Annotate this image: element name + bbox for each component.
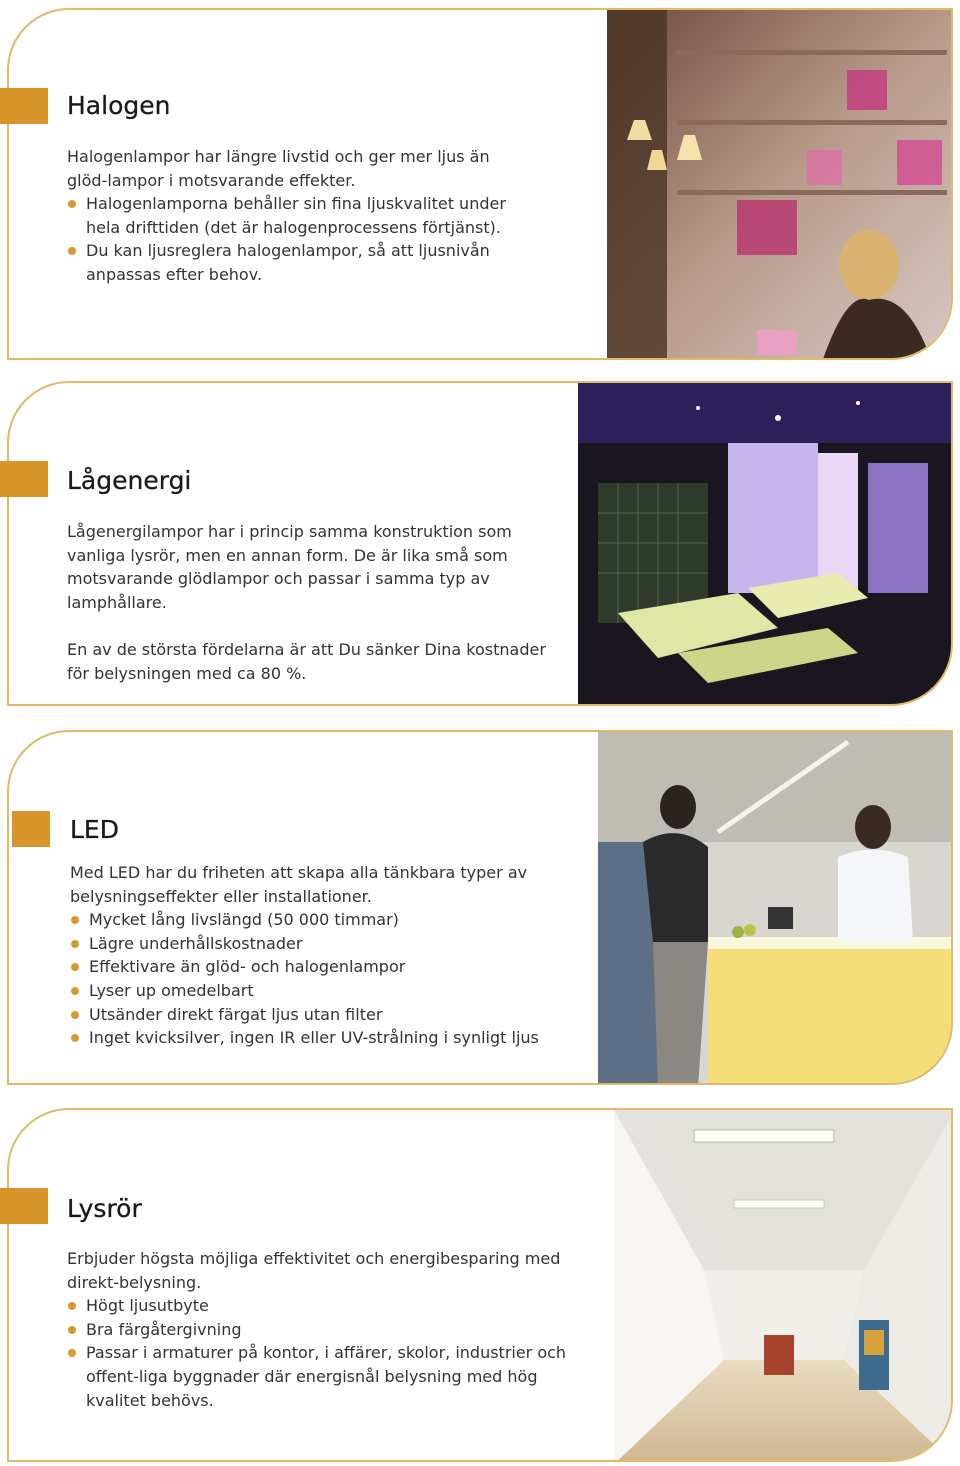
halogen-body <box>67 145 527 287</box>
halogen-intro: Halogenlampor har längre livstid och ger mer ljus än glöd-lampor i motsvarande effekter. <box>67 147 490 190</box>
lagenergi-body <box>67 520 557 686</box>
halogen-shop-photo <box>607 10 951 358</box>
lagenergi-title: Lågenergi <box>67 466 192 495</box>
lysror-bullet-list <box>67 1294 592 1412</box>
lagenergi-accent-marker <box>0 461 48 497</box>
led-title: LED <box>70 815 119 844</box>
paragraph-gap <box>67 614 557 638</box>
lysror-photo-illustration <box>614 1110 953 1462</box>
lysror-accent-marker <box>0 1188 48 1224</box>
list-item: Bra färgåtergivning <box>67 1318 592 1342</box>
halogen-photo-illustration <box>607 10 953 360</box>
list-item: Utsänder direkt färgat ljus utan filter <box>70 1003 570 1027</box>
lagenergi-paragraph-1: Lågenergilampor har i princip samma konstruktion som vanliga lysrör, men en annan form. De är lika små som motsvarande glödlampor och passar i samma typ av lamphållare. <box>67 522 512 612</box>
list-item: Inget kvicksilver, ingen IR eller UV-strålning i synligt ljus <box>70 1026 570 1050</box>
list-item: Halogenlamporna behåller sin fina ljuskvalitet under hela drifttiden (det är halogenprocessens förtjänst). <box>67 192 527 239</box>
led-photo-illustration <box>598 732 953 1085</box>
list-item: Passar i armaturer på kontor, i affärer, skolor, industrier och offent-liga byggnader där energisnål belysning med hög kvalitet behövs. <box>67 1341 592 1412</box>
lagenergi-lounge-photo <box>578 383 951 704</box>
lagenergi-photo-illustration <box>578 383 953 706</box>
lysror-body <box>67 1247 592 1412</box>
led-accent-marker <box>12 811 50 847</box>
led-intro: Med LED har du friheten att skapa alla tänkbara typer av belysningseffekter eller installationer. <box>70 863 528 906</box>
led-body <box>70 861 570 1050</box>
halogen-title: Halogen <box>67 91 171 120</box>
lysror-title: Lysrör <box>67 1194 142 1223</box>
lysror-gallery-photo <box>614 1110 951 1460</box>
list-item: Högt ljusutbyte <box>67 1294 592 1318</box>
list-item: Lyser up omedelbart <box>70 979 570 1003</box>
list-item: Du kan ljusreglera halogenlampor, så att ljusnivån anpassas efter behov. <box>67 239 527 286</box>
halogen-bullet-list <box>67 192 527 286</box>
led-counter-photo <box>598 732 951 1083</box>
lysror-intro: Erbjuder högsta möjliga effektivitet och energibesparing med direkt-belysning. <box>67 1249 561 1292</box>
led-bullet-list <box>70 908 570 1050</box>
lagenergi-paragraph-2: En av de största fördelarna är att Du sänker Dina kostnader för belysningen med ca 80 %. <box>67 640 546 683</box>
list-item: Mycket lång livslängd (50 000 timmar) <box>70 908 570 932</box>
halogen-accent-marker <box>0 88 48 124</box>
list-item: Effektivare än glöd- och halogenlampor <box>70 955 570 979</box>
list-item: Lägre underhållskostnader <box>70 932 570 956</box>
